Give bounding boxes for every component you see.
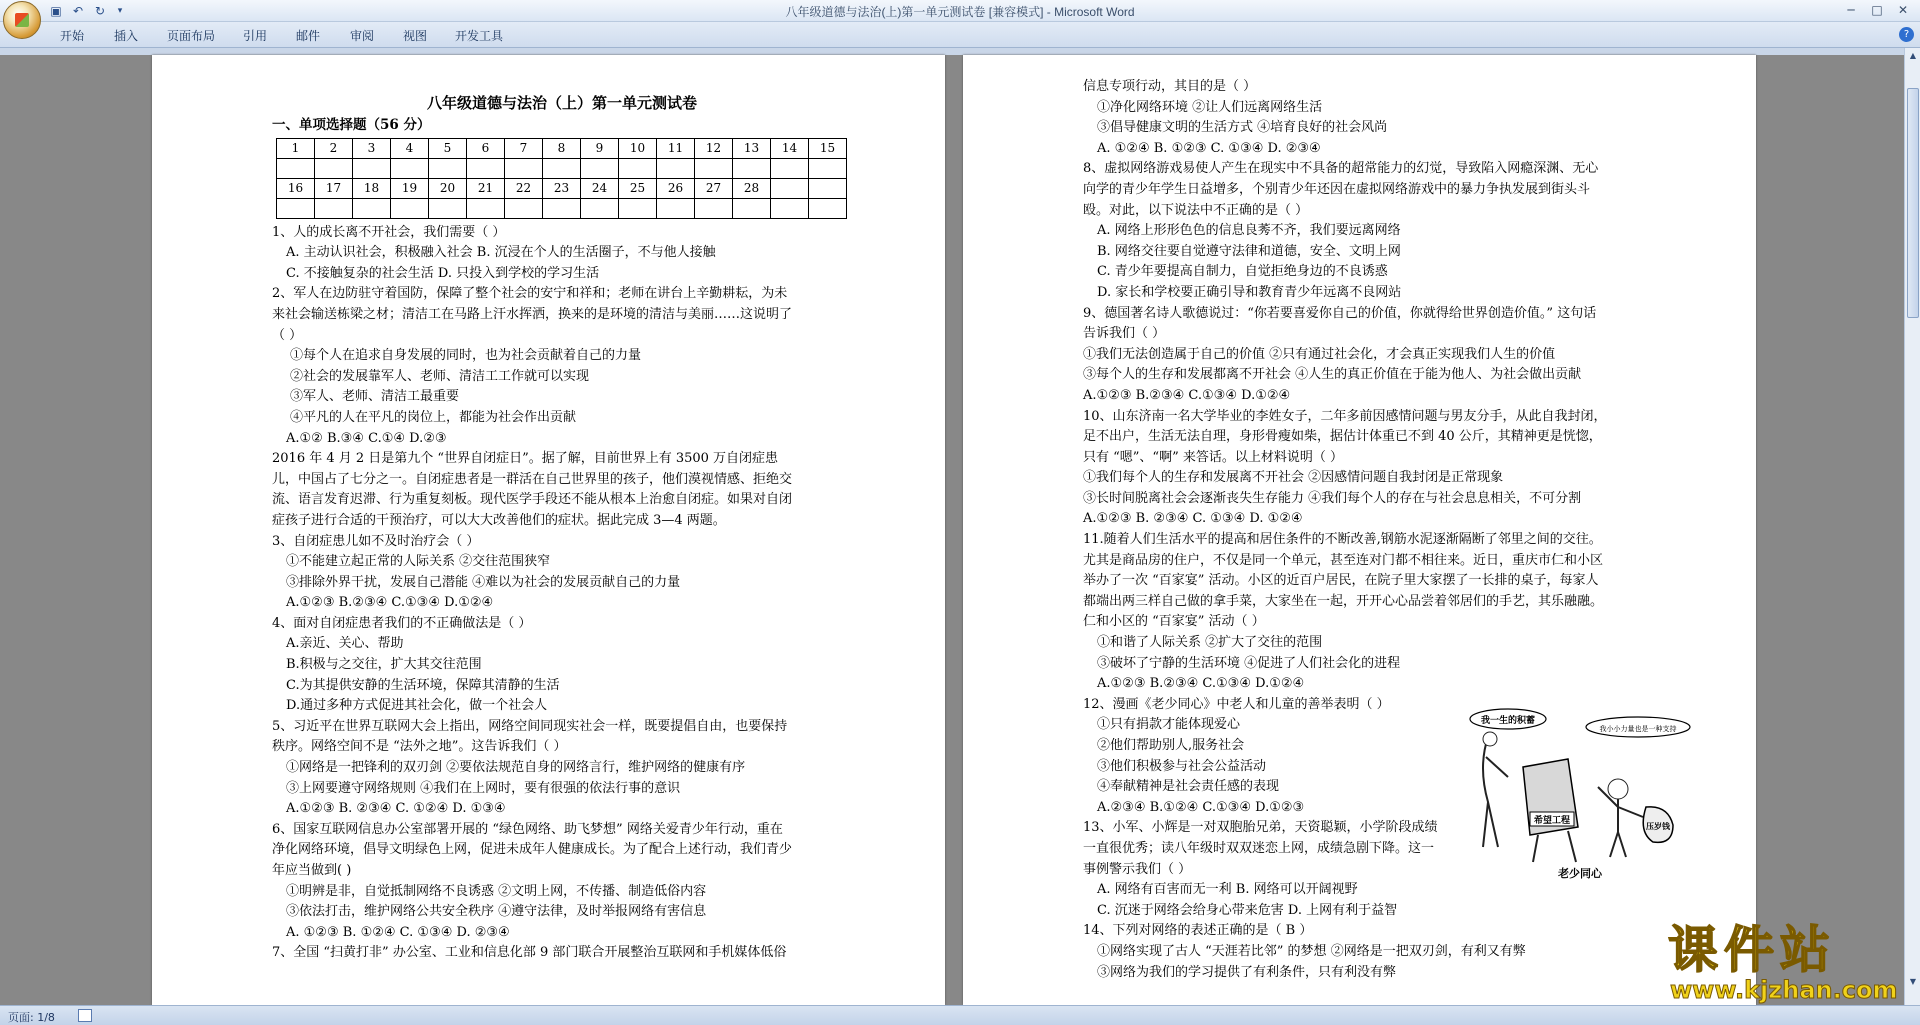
table-cell[interactable]: 8 xyxy=(543,138,581,158)
title-bar xyxy=(0,0,1920,22)
text-line: （ ） xyxy=(272,327,303,343)
text-line: 足不出户，生活无法自理，身形骨瘦如柴，据估计体重已不到 40 公斤，其精神更是恍惚， xyxy=(1083,429,1602,445)
scroll-thumb[interactable] xyxy=(1907,88,1919,318)
text-line: 秩序。网络空间不是 “法外之地”。这告诉我们（ ） xyxy=(272,739,567,755)
vertical-scrollbar[interactable] xyxy=(1904,48,1920,1005)
text-line: 11.随着人们生活水平的提高和居住条件的不断改善,钢筋水泥逐渐隔断了邻里之间的交往。 xyxy=(1083,532,1602,548)
table-cell[interactable]: 14 xyxy=(771,138,809,158)
minimize-icon[interactable]: ─ xyxy=(1847,3,1855,17)
text-line: 9、德国著名诗人歌德说过：“你若要喜爱你自己的价值，你就得给世界创造价值。” 这句话 xyxy=(1083,305,1597,321)
text-line: A. 主动认识社会，积极融入社会 B. 沉浸在个人的生活圈子，不与他人接触 xyxy=(286,245,716,261)
text-line: 13、小军、小辉是一对双胞胎兄弟，天资聪颖，小学阶段成绩 xyxy=(1083,820,1438,836)
bubble-child-text: 我小小力量也是一种支持 xyxy=(1599,725,1677,733)
tab-review[interactable]: 审阅 xyxy=(350,29,375,43)
save-icon[interactable]: ▣ xyxy=(50,4,62,18)
text-line: ①我们无法创造属于自己的价值 ②只有通过社会化，才会真正实现我们人生的价值 xyxy=(1083,346,1556,362)
table-cell[interactable]: 13 xyxy=(733,138,771,158)
tab-references[interactable]: 引用 xyxy=(243,29,268,43)
text-line: 2016 年 4 月 2 日是第九个 “世界自闭症日”。据了解，目前世界上有 3500 万自闭症患 xyxy=(272,451,779,467)
text-line: ③破坏了宁静的生活环境 ④促进了人们社会化的进程 xyxy=(1097,655,1401,671)
box-label-text: 希望工程 xyxy=(1533,816,1571,826)
table-cell[interactable]: 7 xyxy=(505,138,543,158)
maximize-icon[interactable]: □ xyxy=(1871,3,1883,17)
text-line: ①网络是一把锋利的双刃剑 ②要依法规范自身的网络言行，维护网络的健康有序 xyxy=(286,760,746,776)
table-cell[interactable]: 6 xyxy=(467,138,505,158)
text-line: 6、国家互联网信息办公室部署开展的 “绿色网络、助飞梦想” 网络关爱青少年行动，重在 xyxy=(272,821,783,837)
table-cell[interactable]: 3 xyxy=(353,138,391,158)
scroll-up-icon[interactable]: ▲ xyxy=(1909,51,1917,60)
table-cell[interactable]: 17 xyxy=(315,178,353,198)
tab-page-layout[interactable]: 页面布局 xyxy=(167,29,216,43)
table-cell[interactable]: 1 xyxy=(277,138,315,158)
old-man-figure xyxy=(1483,737,1508,847)
table-cell[interactable]: 28 xyxy=(733,178,771,198)
text-line: A.①②③ B. ②③④ C. ①②④ D. ①③④ xyxy=(286,801,506,817)
table-cell[interactable]: 4 xyxy=(391,138,429,158)
cartoon-image xyxy=(1468,707,1693,885)
table-cell[interactable]: 2 xyxy=(315,138,353,158)
text-line: ②他们帮助别人,服务社会 xyxy=(1097,738,1245,753)
ruler xyxy=(0,48,1920,55)
text-line: C.为其提供安静的生活环境，保障其清静的生活 xyxy=(286,677,560,693)
help-icon[interactable]: ? xyxy=(1899,27,1914,42)
text-line: A. 网络上形形色色的信息良莠不齐，我们要远离网络 xyxy=(1097,223,1401,239)
office-button[interactable] xyxy=(3,1,41,39)
section-heading: 一、单项选择题（56 分） xyxy=(272,117,431,133)
text-line: C. 沉迷于网络会给身心带来危害 D. 上网有利于益智 xyxy=(1097,902,1398,918)
customize-qat-icon[interactable]: ▾ xyxy=(117,6,123,16)
text-line: ①明辨是非，自觉抵制网络不良诱惑 ②文明上网，不传播、制造低俗内容 xyxy=(286,883,707,899)
table-cell[interactable]: 11 xyxy=(657,138,695,158)
page-left-content xyxy=(272,91,852,964)
text-line: 向学的青少年学生日益增多，个别青少年还因在虚拟网络游戏中的暴力争执发展到街头斗 xyxy=(1083,181,1591,197)
text-line: ①净化网络环境 ②让人们远离网络生活 xyxy=(1097,99,1323,115)
ribbon-tabs xyxy=(0,22,1920,48)
text-line: ①只有捐款才能体现爱心 xyxy=(1097,717,1241,733)
watermark-logo xyxy=(1668,922,1898,1002)
text-line: 净化网络环境，倡导文明绿色上网，促进未成年人健康成长。为了配合上述行动，我们青少 xyxy=(272,842,793,858)
text-line: 14、下列对网络的表述正确的是（ B ） xyxy=(1083,923,1313,939)
text-line: 7、全国 “扫黄打非” 办公室、工业和信息化部 9 部门联合开展整治互联网和手机媒体低俗 xyxy=(272,945,787,961)
text-line: 年应当做到( ) xyxy=(272,863,352,878)
text-line: A. ①②③ B. ①②④ C. ①③④ D. ②③④ xyxy=(286,924,510,940)
table-row xyxy=(277,178,847,198)
table-cell[interactable]: 20 xyxy=(429,178,467,198)
redo-icon[interactable]: ↻ xyxy=(94,4,106,18)
table-cell[interactable] xyxy=(771,178,809,198)
child-head xyxy=(1608,779,1628,799)
tab-view[interactable]: 视图 xyxy=(403,29,428,43)
document-page-left xyxy=(152,55,945,1005)
text-line: A.①②③ B.②③④ C.①③④ D.①②④ xyxy=(1083,387,1291,403)
undo-icon[interactable]: ↶ xyxy=(72,4,84,18)
text-line: A.②③④ B.①②④ C.①③④ D.①②③ xyxy=(1097,799,1305,815)
table-cell[interactable]: 19 xyxy=(391,178,429,198)
text-line: ③长时间脱离社会会逐渐丧失生存能力 ④我们每个人的存在与社会息息相关，不可分割 xyxy=(1083,490,1582,506)
table-cell[interactable]: 10 xyxy=(619,138,657,158)
text-line: A. ①②④ B. ①②③ C. ①③④ D. ②③④ xyxy=(1097,140,1321,156)
text-line: A.①② B.③④ C.①④ D.②③ xyxy=(286,430,447,446)
text-line: 信息专项行动，其目的是（ ） xyxy=(1083,79,1257,94)
text-line: 仁和小区的 “百家宴” 活动（ ） xyxy=(1083,614,1265,630)
table-cell[interactable]: 22 xyxy=(505,178,543,198)
text-line: 流、语言发育迟滞、行为重复刻板。现代医学手段还不能从根本上治愈自闭症。如果对自闭 xyxy=(272,492,793,508)
text-line: A.亲近、关心、帮助 xyxy=(286,636,404,652)
text-line: 1、人的成长离不开社会，我们需要（ ） xyxy=(272,224,506,240)
table-cell[interactable] xyxy=(809,178,847,198)
text-line: D.通过多种方式促进其社会化，做一个社会人 xyxy=(286,698,548,714)
window-title: 八年级道德与法治(上)第一单元测试卷 [兼容模式] - Microsoft Word xyxy=(785,5,1135,19)
text-line: 只有 “嗯”、“啊” 来答话。以上材料说明（ ） xyxy=(1083,449,1343,465)
text-line: ③依法打击，维护网络公共安全秩序 ④遵守法律，及时举报网络有害信息 xyxy=(286,904,707,920)
table-row xyxy=(277,158,847,178)
text-line: 10、山东济南一名大学毕业的李姓女子，二年多前因感情问题与男友分手，从此自我封闭， xyxy=(1083,408,1607,424)
text-line: ③他们积极参与社会公益活动 xyxy=(1097,758,1267,774)
text-line: 来社会输送栋梁之材；清洁工在马路上汗水挥洒，换来的是环境的清洁与美丽……这说明了 xyxy=(272,306,793,322)
table-row xyxy=(277,138,847,158)
table-cell[interactable]: 21 xyxy=(467,178,505,198)
table-cell[interactable]: 27 xyxy=(695,178,733,198)
box-legs xyxy=(1533,831,1576,862)
table-cell[interactable]: 25 xyxy=(619,178,657,198)
text-line: C. 青少年要提高自制力，自觉拒绝身边的不良诱惑 xyxy=(1097,264,1388,280)
table-cell[interactable]: 16 xyxy=(277,178,315,198)
scroll-down-icon[interactable]: ▼ xyxy=(1909,977,1917,986)
table-cell[interactable]: 9 xyxy=(581,138,619,158)
text-line: 4、面对自闭症患者我们的不正确做法是（ ） xyxy=(272,615,532,631)
text-line: 症孩子进行合适的干预治疗，可以大大改善他们的症状。据此完成 3—4 两题。 xyxy=(272,512,726,528)
text-line: 12、漫画《老少同心》中老人和儿童的善举表明（ ） xyxy=(1083,696,1390,712)
doc-title: 八年级道德与法治（上）第一单元测试卷 xyxy=(426,94,697,112)
text-line: 3、自闭症患儿如不及时治疗会（ ） xyxy=(272,533,480,549)
watermark-name: 课件站 xyxy=(1668,920,1836,979)
text-line: A.①②③ B.②③④ C.①③④ D.①②④ xyxy=(1097,676,1305,692)
status-bar xyxy=(0,1005,1920,1025)
table-cell[interactable]: 15 xyxy=(809,138,847,158)
text-line: ③网络为我们的学习提供了有利条件，只有利没有弊 xyxy=(1097,964,1397,980)
text-line: 一直很优秀；读八年级时双双迷恋上网，成绩急剧下降。这一 xyxy=(1083,840,1435,856)
document-page-right xyxy=(963,55,1756,1005)
text-line: ②社会的发展靠军人、老师、清洁工工作就可以实现 xyxy=(290,368,590,384)
text-line: ①我们每个人的生存和发展离不开社会 ②因感情问题自我封闭是正常现象 xyxy=(1083,470,1504,486)
text-line: ③排除外界干扰，发展自己潜能 ④难以为社会的发展贡献自己的力量 xyxy=(286,574,681,590)
text-line: 2、军人在边防驻守着国防，保障了整个社会的安宁和祥和；老师在讲台上辛勤耕耘，为未 xyxy=(272,286,788,302)
text-line: 儿，中国占了七分之一。自闭症患者是一群活在自己世界里的孩子，他们漠视情感、拒绝交 xyxy=(272,471,793,487)
text-line: 事例警示我们（ ） xyxy=(1083,861,1192,877)
table-cell[interactable]: 5 xyxy=(429,138,467,158)
table-cell[interactable]: 24 xyxy=(581,178,619,198)
text-line: ①每个人在追求自身发展的同时，也为社会贡献着自己的力量 xyxy=(290,348,642,364)
tab-insert[interactable]: 插入 xyxy=(114,29,139,43)
table-cell[interactable]: 12 xyxy=(695,138,733,158)
text-line: 5、习近平在世界互联网大会上指出，网络空间同现实社会一样，既要提倡自由，也要保持 xyxy=(272,718,788,734)
text-line: ④平凡的人在平凡的岗位上，都能为社会作出贡献 xyxy=(290,409,577,425)
close-icon[interactable]: ✕ xyxy=(1897,3,1909,17)
text-line: ③倡导健康文明的生活方式 ④培育良好的社会风尚 xyxy=(1097,120,1388,136)
text-line: ①网络实现了古人 “天涯若比邻” 的梦想 ②网络是一把双刃剑，有利又有弊 xyxy=(1097,943,1526,959)
cartoon-caption: 老少同心 xyxy=(1558,867,1602,880)
text-line: 都端出两三样自己做的拿手菜，大家坐在一起，开开心心品尝着邻居们的手艺，其乐融融。 xyxy=(1083,593,1604,609)
text-line: 8、虚拟网络游戏易使人产生在现实中不具备的超常能力的幻觉，导致陷入网瘾深渊、无心 xyxy=(1083,161,1599,177)
jar-label-text: 压岁钱 xyxy=(1646,822,1670,831)
table-row xyxy=(277,198,847,218)
text-line: ③军人、老师、清洁工最重要 xyxy=(290,389,460,405)
page-left-lines xyxy=(272,223,852,964)
text-line: ③每个人的生存和发展都离不开社会 ④人生的真正价值在于能为他人、为社会做出贡献 xyxy=(1083,367,1582,383)
old-man-head xyxy=(1483,732,1497,746)
text-line: C. 不接触复杂的社会生活 D. 只投入到学校的学习生活 xyxy=(286,265,600,281)
bubble-old-text: 我一生的积蓄 xyxy=(1480,716,1536,726)
tab-home[interactable]: 开始 xyxy=(60,29,85,43)
text-line: 告诉我们（ ） xyxy=(1083,326,1166,342)
text-line: A.①②③ B.②③④ C.①③④ D.①②④ xyxy=(286,595,494,611)
tab-mailings[interactable]: 邮件 xyxy=(296,29,321,43)
text-line: B. 网络交往要自觉遵守法律和道德，安全、文明上网 xyxy=(1097,243,1401,259)
text-line: A.①②③ B. ②③④ C. ①③④ D. ①②④ xyxy=(1083,511,1303,527)
page-count[interactable]: 页面: 1/8 xyxy=(8,1011,55,1024)
text-line: 举办了一次 “百家宴” 活动。小区的近百户居民，在院子里大家摆了一长排的桌子，每家人 xyxy=(1083,573,1599,589)
text-line: B.积极与之交往，扩大其交往范围 xyxy=(286,657,482,673)
text-line: A. 网络有百害而无一利 B. 网络可以开阔视野 xyxy=(1097,882,1358,898)
watermark-url: www.kjzhan.com xyxy=(1670,976,1898,1004)
text-line: 殴。对此，以下说法中不正确的是（ ） xyxy=(1083,202,1309,218)
text-line: ③上网要遵守网络规则 ④我们在上网时，要有很强的依法行事的意识 xyxy=(286,780,681,796)
table-cell[interactable]: 26 xyxy=(657,178,695,198)
text-line: ④奉献精神是社会责任感的表现 xyxy=(1097,779,1280,795)
text-line: ①不能建立起正常的人际关系 ②交往范围狭窄 xyxy=(286,554,551,570)
table-cell[interactable]: 18 xyxy=(353,178,391,198)
text-line: 尤其是商品房的住户，不仅是同一个单元，甚至连对门都不相往来。近日，重庆市仁和小区 xyxy=(1083,552,1604,568)
tab-developer[interactable]: 开发工具 xyxy=(455,29,504,43)
answer-table[interactable] xyxy=(276,138,847,219)
table-cell[interactable]: 23 xyxy=(543,178,581,198)
text-line: ①和谐了人际关系 ②扩大了交往的范围 xyxy=(1097,635,1323,651)
text-line: D. 家长和学校要正确引导和教育青少年远离不良网站 xyxy=(1097,284,1402,300)
proofing-icon[interactable] xyxy=(78,1009,92,1022)
